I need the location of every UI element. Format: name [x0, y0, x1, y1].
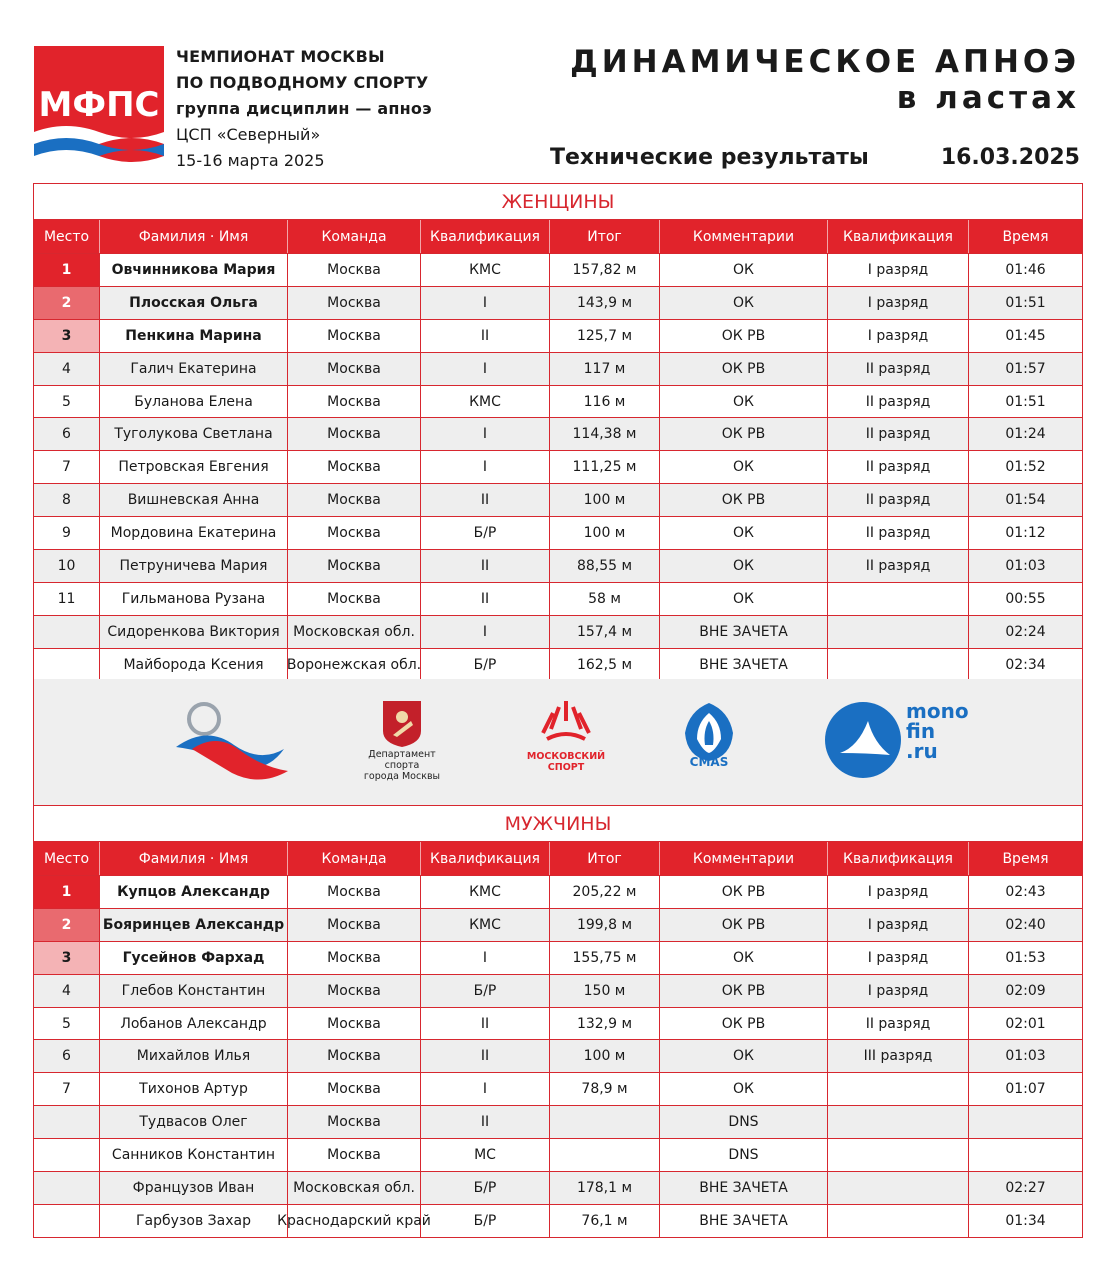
result-cell: 100 м — [550, 484, 660, 516]
col-place: Место — [34, 842, 100, 875]
time-cell: 01:03 — [1005, 1048, 1046, 1065]
qual-cell: II — [421, 1008, 550, 1040]
table-row — [34, 1171, 1082, 1204]
result-cell: 117 м — [550, 353, 660, 385]
new-qual-cell: II разряд — [828, 353, 969, 385]
new-qual-cell: II разряд — [828, 1008, 969, 1040]
col-time: Время — [1002, 850, 1049, 867]
place-cell: 6 — [34, 1040, 100, 1072]
monofin-icon — [824, 701, 902, 779]
monofin-text-1: mono — [906, 699, 969, 723]
team-cell: Московская обл. — [288, 616, 421, 648]
col-qual: Квалификация — [421, 220, 550, 253]
event-line-2: ПО ПОДВОДНОМУ СПОРТУ — [176, 73, 429, 92]
women-rows — [34, 253, 1082, 681]
new-qual-cell: I разряд — [828, 942, 969, 974]
name-cell: Бояринцев Александр — [100, 909, 288, 941]
comment-cell: ОК РВ — [660, 876, 828, 908]
monofin-text-2: fin — [906, 719, 936, 743]
new-qual-cell: II разряд — [828, 386, 969, 418]
team-cell: Москва — [288, 1008, 421, 1040]
name-cell: Французов Иван — [100, 1172, 288, 1204]
team-cell: Москва — [288, 517, 421, 549]
team-cell: Москва — [288, 418, 421, 450]
table-row — [34, 483, 1082, 516]
venue: ЦСП «Северный» — [176, 125, 321, 144]
result-cell: 125,7 м — [550, 320, 660, 352]
qual-cell: II — [421, 1106, 550, 1138]
comment-cell: ОК — [660, 1040, 828, 1072]
qual-cell: I — [421, 451, 550, 483]
result-cell: 88,55 м — [550, 550, 660, 582]
time-cell: 01:54 — [1005, 492, 1046, 509]
new-qual-cell: II разряд — [828, 484, 969, 516]
qual-cell: МС — [421, 1139, 550, 1171]
place-cell: 2 — [34, 909, 100, 941]
name-cell: Петровская Евгения — [100, 451, 288, 483]
table-row — [34, 974, 1082, 1007]
event-line-1: ЧЕМПИОНАТ МОСКВЫ — [176, 47, 385, 66]
result-cell: 76,1 м — [550, 1205, 660, 1237]
qual-cell: КМС — [421, 386, 550, 418]
men-rows — [34, 875, 1082, 1237]
table-row — [34, 253, 1082, 286]
new-qual-cell: I разряд — [828, 975, 969, 1007]
name-cell: Санников Константин — [100, 1139, 288, 1171]
col-team: Команда — [288, 220, 421, 253]
team-cell: Воронежская обл. — [288, 649, 421, 681]
new-qual-cell: I разряд — [828, 254, 969, 286]
team-cell: Москва — [288, 942, 421, 974]
name-cell: Буланова Елена — [100, 386, 288, 418]
new-qual-cell: I разряд — [828, 320, 969, 352]
time-cell: 01:53 — [1005, 949, 1046, 966]
time-cell: 02:09 — [1005, 982, 1046, 999]
time-cell: 01:24 — [1005, 426, 1046, 443]
table-row — [34, 516, 1082, 549]
discipline-line-2: в ластах — [896, 80, 1080, 116]
place-cell: 9 — [34, 517, 100, 549]
time-cell: 02:27 — [1005, 1179, 1046, 1196]
team-cell: Москва — [288, 876, 421, 908]
comment-cell: ОК — [660, 254, 828, 286]
time-cell: 01:52 — [1005, 459, 1046, 476]
name-cell: Пенкина Марина — [100, 320, 288, 352]
col-new-qual: Квалификация — [828, 842, 969, 875]
team-cell: Москва — [288, 1073, 421, 1105]
place-cell: 1 — [34, 254, 100, 286]
result-cell: 162,5 м — [550, 649, 660, 681]
place-cell: 6 — [34, 418, 100, 450]
new-qual-cell: I разряд — [828, 876, 969, 908]
place-cell: 3 — [34, 942, 100, 974]
time-cell: 01:12 — [1005, 525, 1046, 542]
time-cell: 01:07 — [1005, 1081, 1046, 1098]
team-cell: Москва — [288, 254, 421, 286]
qual-cell: КМС — [421, 254, 550, 286]
comment-cell: ОК — [660, 1073, 828, 1105]
result-cell: 178,1 м — [550, 1172, 660, 1204]
qual-cell: I — [421, 353, 550, 385]
table-row — [34, 648, 1082, 681]
cmas-emblem-icon — [679, 699, 739, 763]
team-cell: Москва — [288, 287, 421, 319]
comment-cell: ОК РВ — [660, 1008, 828, 1040]
col-new-qual: Квалификация — [828, 220, 969, 253]
time-cell: 01:45 — [1005, 327, 1046, 344]
new-qual-cell — [828, 1106, 969, 1138]
table-row — [34, 549, 1082, 582]
team-cell: Москва — [288, 451, 421, 483]
place-cell: 1 — [34, 876, 100, 908]
moscow-sport-text-2: СПОРТ — [547, 762, 585, 773]
new-qual-cell: II разряд — [828, 451, 969, 483]
table-row — [34, 286, 1082, 319]
name-cell: Глебов Константин — [100, 975, 288, 1007]
federation-emblem — [172, 697, 292, 787]
team-cell: Москва — [288, 1139, 421, 1171]
place-cell — [34, 1205, 100, 1237]
team-cell: Москва — [288, 550, 421, 582]
place-cell: 5 — [34, 1008, 100, 1040]
table-row — [34, 908, 1082, 941]
col-time: Время — [1002, 228, 1049, 245]
result-cell: 199,8 м — [550, 909, 660, 941]
place-cell: 7 — [34, 1073, 100, 1105]
result-cell: 143,9 м — [550, 287, 660, 319]
time-cell: 02:34 — [1005, 656, 1046, 673]
qual-cell: I — [421, 616, 550, 648]
men-header-row — [34, 842, 1082, 875]
team-cell: Москва — [288, 386, 421, 418]
new-qual-cell — [828, 649, 969, 681]
col-team: Команда — [288, 842, 421, 875]
name-cell: Мордовина Екатерина — [100, 517, 288, 549]
table-row — [34, 875, 1082, 908]
table-row — [34, 352, 1082, 385]
place-cell: 3 — [34, 320, 100, 352]
team-cell: Москва — [288, 353, 421, 385]
comment-cell: DNS — [660, 1139, 828, 1171]
comment-cell: ВНЕ ЗАЧЕТА — [660, 1172, 828, 1204]
result-cell: 132,9 м — [550, 1008, 660, 1040]
name-cell: Гусейнов Фархад — [100, 942, 288, 974]
place-cell: 7 — [34, 451, 100, 483]
dept-text-2: города Москвы — [363, 771, 441, 782]
event-line-3: группа дисциплин — апноэ — [176, 99, 432, 118]
qual-cell: II — [421, 320, 550, 352]
women-header-row — [34, 220, 1082, 253]
discipline-line-1: ДИНАМИЧЕСКОЕ АПНОЭ — [570, 44, 1080, 80]
team-cell: Московская обл. — [288, 1172, 421, 1204]
moscow-sport-icon — [541, 699, 591, 751]
event-dates: 15-16 марта 2025 — [176, 151, 325, 170]
comment-cell: ВНЕ ЗАЧЕТА — [660, 616, 828, 648]
women-table — [33, 183, 1083, 682]
place-cell — [34, 1172, 100, 1204]
comment-cell: ОК — [660, 517, 828, 549]
name-cell: Тудвасов Олег — [100, 1106, 288, 1138]
mfps-logo — [34, 46, 164, 170]
new-qual-cell — [828, 1073, 969, 1105]
result-cell: 150 м — [550, 975, 660, 1007]
qual-cell: Б/Р — [421, 649, 550, 681]
table-row — [34, 385, 1082, 418]
moscow-sport-logo — [526, 699, 606, 773]
team-cell: Краснодарский край — [288, 1205, 421, 1237]
comment-cell: DNS — [660, 1106, 828, 1138]
place-cell: 4 — [34, 975, 100, 1007]
new-qual-cell: I разряд — [828, 287, 969, 319]
monofin-logo — [824, 699, 969, 781]
team-cell: Москва — [288, 975, 421, 1007]
result-cell: 78,9 м — [550, 1073, 660, 1105]
name-cell: Михайлов Илья — [100, 1040, 288, 1072]
men-table — [33, 805, 1083, 1238]
results-subtitle: Технические результаты — [550, 145, 869, 170]
comment-cell: ОК — [660, 942, 828, 974]
table-row — [34, 1039, 1082, 1072]
col-result: Итог — [550, 842, 660, 875]
time-cell: 02:40 — [1005, 916, 1046, 933]
time-cell: 01:57 — [1005, 360, 1046, 377]
results-date: 16.03.2025 — [940, 145, 1080, 170]
comment-cell: ОК — [660, 550, 828, 582]
result-cell: 157,4 м — [550, 616, 660, 648]
name-cell: Гильманова Рузана — [100, 583, 288, 615]
place-cell — [34, 1106, 100, 1138]
table-row — [34, 450, 1082, 483]
sponsors-strip — [33, 679, 1083, 805]
time-cell — [969, 1139, 1082, 1171]
result-cell: 116 м — [550, 386, 660, 418]
new-qual-cell: II разряд — [828, 550, 969, 582]
qual-cell: II — [421, 484, 550, 516]
new-qual-cell — [828, 1205, 969, 1237]
cmas-text: CMAS — [689, 755, 729, 769]
new-qual-cell: II разряд — [828, 418, 969, 450]
result-cell: 114,38 м — [550, 418, 660, 450]
name-cell: Лобанов Александр — [100, 1008, 288, 1040]
qual-cell: I — [421, 287, 550, 319]
team-cell: Москва — [288, 320, 421, 352]
table-row — [34, 1204, 1082, 1237]
name-cell: Майборода Ксения — [100, 649, 288, 681]
col-name: Фамилия · Имя — [100, 220, 288, 253]
cmas-logo — [674, 699, 744, 769]
time-cell — [969, 1106, 1082, 1138]
table-row — [34, 319, 1082, 352]
place-cell: 2 — [34, 287, 100, 319]
new-qual-cell: I разряд — [828, 909, 969, 941]
qual-cell: Б/Р — [421, 517, 550, 549]
table-row — [34, 1105, 1082, 1138]
new-qual-cell — [828, 1139, 969, 1171]
qual-cell: Б/Р — [421, 975, 550, 1007]
qual-cell: I — [421, 418, 550, 450]
time-cell: 01:03 — [1005, 557, 1046, 574]
logo-text: МФПС — [38, 85, 160, 125]
monofin-text-3: .ru — [906, 739, 938, 763]
table-row — [34, 1072, 1082, 1105]
comment-cell: ВНЕ ЗАЧЕТА — [660, 1205, 828, 1237]
place-cell: 4 — [34, 353, 100, 385]
place-cell: 8 — [34, 484, 100, 516]
col-result: Итог — [550, 220, 660, 253]
result-cell: 100 м — [550, 517, 660, 549]
qual-cell: I — [421, 1073, 550, 1105]
moscow-sport-dept-logo — [352, 699, 452, 782]
result-cell: 205,22 м — [550, 876, 660, 908]
men-title: МУЖЧИНЫ — [34, 806, 1082, 842]
time-cell: 01:46 — [1005, 261, 1046, 278]
event-block — [176, 44, 432, 174]
place-cell: 5 — [34, 386, 100, 418]
women-title: ЖЕНЩИНЫ — [34, 184, 1082, 220]
table-row — [34, 417, 1082, 450]
time-cell: 02:43 — [1005, 883, 1046, 900]
qual-cell: КМС — [421, 876, 550, 908]
name-cell: Овчинникова Мария — [100, 254, 288, 286]
name-cell: Тихонов Артур — [100, 1073, 288, 1105]
comment-cell: ОК — [660, 287, 828, 319]
time-cell: 01:34 — [1005, 1212, 1046, 1229]
name-cell: Сидоренкова Виктория — [100, 616, 288, 648]
team-cell: Москва — [288, 484, 421, 516]
qual-cell: II — [421, 550, 550, 582]
table-row — [34, 1007, 1082, 1040]
dept-text-1: Департамент спорта — [368, 749, 436, 771]
name-cell: Петруничева Мария — [100, 550, 288, 582]
col-comment: Комментарии — [660, 842, 828, 875]
name-cell: Плосская Ольга — [100, 287, 288, 319]
time-cell: 00:55 — [1005, 590, 1046, 607]
comment-cell: ОК — [660, 451, 828, 483]
place-cell: 11 — [34, 583, 100, 615]
comment-cell: ОК РВ — [660, 320, 828, 352]
qual-cell: II — [421, 1040, 550, 1072]
col-comment: Комментарии — [660, 220, 828, 253]
col-qual: Квалификация — [421, 842, 550, 875]
result-cell: 155,75 м — [550, 942, 660, 974]
col-name: Фамилия · Имя — [100, 842, 288, 875]
result-cell: 111,25 м — [550, 451, 660, 483]
discipline-title — [570, 44, 1080, 116]
team-cell: Москва — [288, 1106, 421, 1138]
result-cell: 100 м — [550, 1040, 660, 1072]
result-cell: 157,82 м — [550, 254, 660, 286]
name-cell: Галич Екатерина — [100, 353, 288, 385]
team-cell: Москва — [288, 583, 421, 615]
table-row — [34, 1138, 1082, 1171]
time-cell: 01:51 — [1005, 393, 1046, 410]
time-cell: 02:24 — [1005, 623, 1046, 640]
place-cell — [34, 1139, 100, 1171]
table-row — [34, 582, 1082, 615]
new-qual-cell: III разряд — [828, 1040, 969, 1072]
team-cell: Москва — [288, 909, 421, 941]
time-cell: 01:51 — [1005, 294, 1046, 311]
new-qual-cell — [828, 616, 969, 648]
comment-cell: ОК РВ — [660, 484, 828, 516]
name-cell: Туголукова Светлана — [100, 418, 288, 450]
new-qual-cell: II разряд — [828, 517, 969, 549]
place-cell — [34, 649, 100, 681]
team-cell: Москва — [288, 1040, 421, 1072]
qual-cell: II — [421, 583, 550, 615]
moscow-coat-of-arms-icon — [381, 699, 423, 749]
qual-cell: КМС — [421, 909, 550, 941]
comment-cell: ОК — [660, 386, 828, 418]
moscow-sport-text-1: МОСКОВСКИЙ — [526, 751, 606, 762]
comment-cell: ОК РВ — [660, 418, 828, 450]
comment-cell: ОК РВ — [660, 353, 828, 385]
place-cell: 10 — [34, 550, 100, 582]
time-cell: 02:01 — [1005, 1015, 1046, 1032]
comment-cell: ОК РВ — [660, 975, 828, 1007]
comment-cell: ВНЕ ЗАЧЕТА — [660, 649, 828, 681]
table-row — [34, 941, 1082, 974]
qual-cell: I — [421, 942, 550, 974]
comment-cell: ОК РВ — [660, 909, 828, 941]
new-qual-cell — [828, 583, 969, 615]
comment-cell: ОК — [660, 583, 828, 615]
name-cell: Вишневская Анна — [100, 484, 288, 516]
result-cell — [550, 1106, 660, 1138]
name-cell: Купцов Александр — [100, 876, 288, 908]
qual-cell: Б/Р — [421, 1205, 550, 1237]
qual-cell: Б/Р — [421, 1172, 550, 1204]
name-cell: Гарбузов Захар — [100, 1205, 288, 1237]
new-qual-cell — [828, 1172, 969, 1204]
col-place: Место — [34, 220, 100, 253]
table-row — [34, 615, 1082, 648]
result-cell — [550, 1139, 660, 1171]
result-cell: 58 м — [550, 583, 660, 615]
place-cell — [34, 616, 100, 648]
